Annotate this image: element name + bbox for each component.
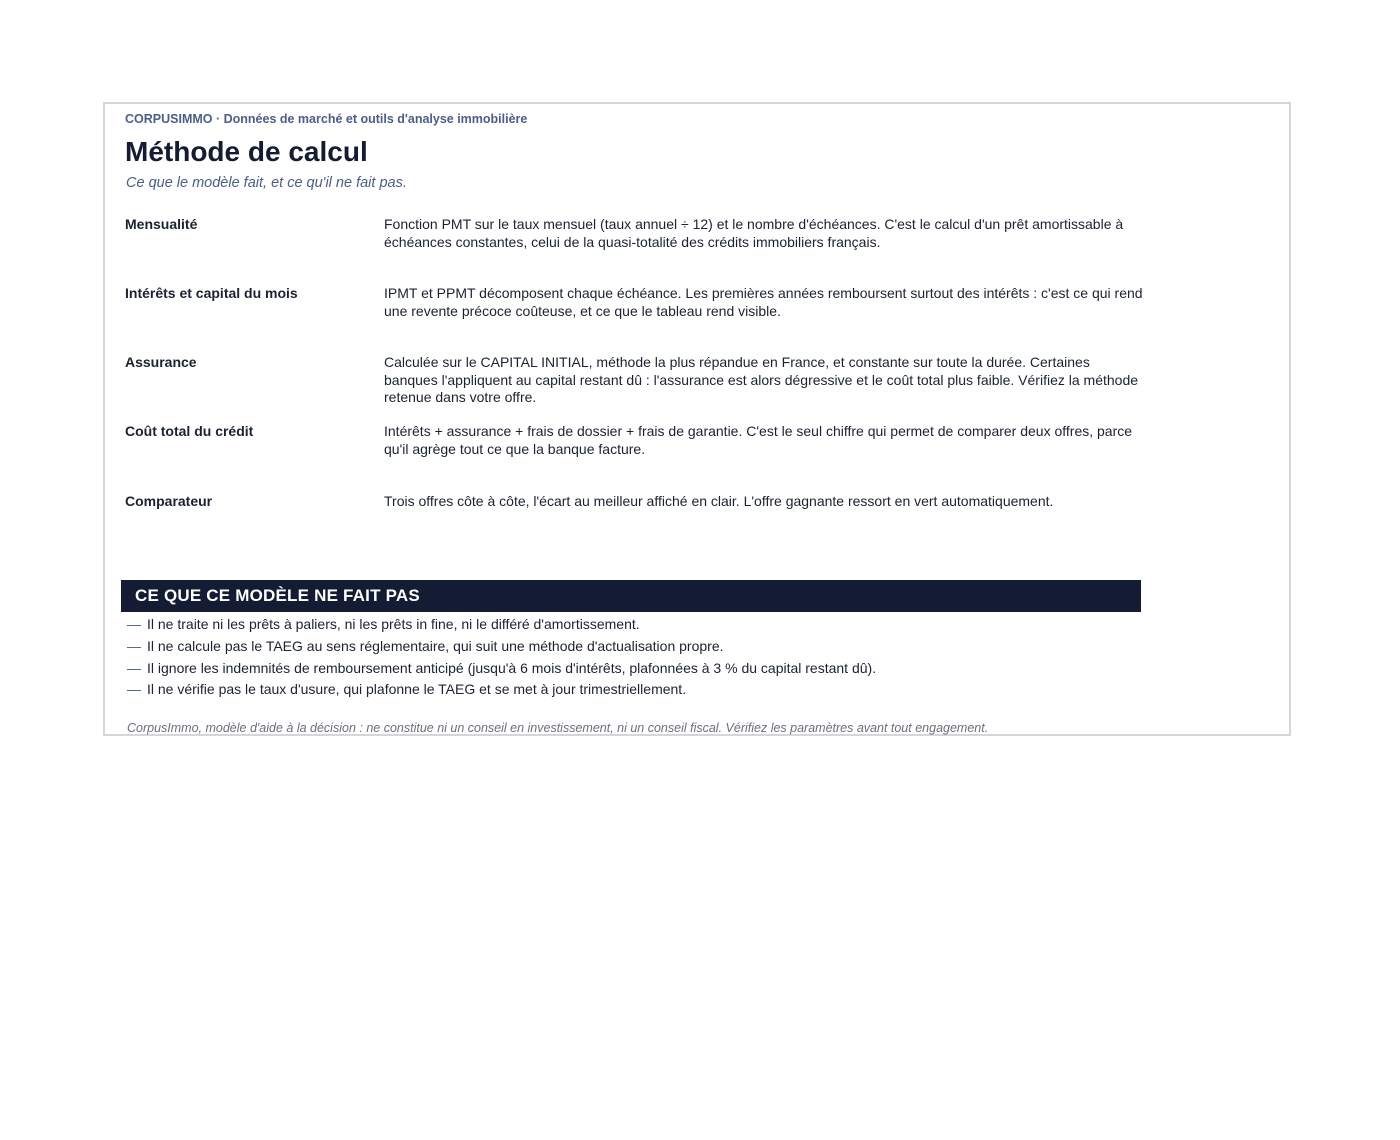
method-row-label: Intérêts et capital du mois	[125, 285, 298, 301]
limits-list	[127, 614, 876, 701]
list-item	[127, 658, 876, 680]
method-row-label: Comparateur	[125, 493, 213, 509]
limits-heading-banner: CE QUE CE MODÈLE NE FAIT PAS	[121, 580, 1141, 612]
dash-bullet: —	[127, 616, 141, 632]
list-item-text: Il ne vérifie pas le taux d'usure, qui plafonne le TAEG et se met à jour trimestriellement.	[147, 681, 687, 698]
list-item-text: Il ne traite ni les prêts à paliers, ni les prêts in fine, ni le différé d'amortissement.	[147, 616, 640, 632]
list-item	[127, 636, 876, 658]
dash-bullet: —	[127, 659, 141, 676]
list-item-text: Il ne calcule pas le TAEG au sens réglementaire, qui suit une méthode d'actualisation propre.	[147, 637, 724, 654]
dash-bullet: —	[127, 681, 141, 698]
list-item-text: Il ignore les indemnités de remboursement anticipé (jusqu'à 6 mois d'intérêts, plafonnées à 3 % du capital restant dû).	[147, 659, 877, 676]
list-item	[127, 679, 876, 701]
method-row-label: Coût total du crédit	[125, 423, 254, 439]
page-subtitle: Ce que le modèle fait, et ce qu'il ne fait pas.	[126, 175, 407, 191]
method-row-text: IPMT et PPMT décomposent chaque échéance. Les premières années remboursent surtout des intérêts : c'est ce qui rend une revente précoce coûteuse, et ce que le tableau rend visible.	[384, 285, 1143, 319]
method-row-text: Calculée sur le CAPITAL INITIAL, méthode la plus répandue en France, et constante sur toute la durée. Certaines banques l'appliquent au capital restant dû : l'assurance est alors dégressive et le coût total plus faible. Vérifiez la méthode retenue dans votre offre.	[384, 354, 1139, 405]
list-item	[127, 614, 876, 636]
method-row-text: Intérêts + assurance + frais de dossier + frais de garantie. C'est le seul chiffre qui permet de comparer deux offres, parce qu'il agrège tout ce que la banque facture.	[384, 423, 1133, 457]
brand-line: CORPUSIMMO · Données de marché et outils d'analyse immobilière	[125, 112, 528, 126]
method-row-text: Fonction PMT sur le taux mensuel (taux annuel ÷ 12) et le nombre d'échéances. C'est le calcul d'un prêt amortissable à échéances constantes, celui de la quasi-totalité des crédits immobiliers français.	[384, 216, 1124, 250]
method-row-label: Assurance	[125, 354, 197, 370]
method-row-label: Mensualité	[125, 216, 198, 232]
method-sheet	[103, 102, 1291, 736]
method-row-text: Trois offres côte à côte, l'écart au meilleur affiché en clair. L'offre gagnante ressort en vert automatiquement.	[384, 493, 1054, 509]
page-title: Méthode de calcul	[125, 136, 368, 167]
footer-disclaimer: CorpusImmo, modèle d'aide à la décision : ne constitue ni un conseil en investissement, ni un conseil fiscal. Vérifiez les paramètres avant tout engagement.	[127, 721, 989, 735]
dash-bullet: —	[127, 637, 141, 654]
